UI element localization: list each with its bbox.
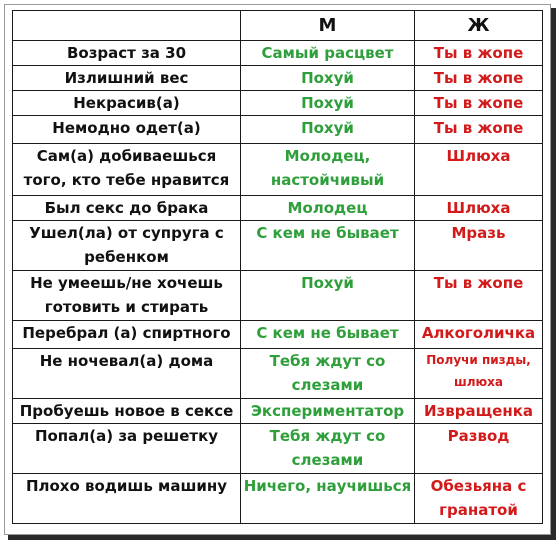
male-verdict: Похуй xyxy=(241,91,415,116)
comparison-table xyxy=(12,10,543,524)
row-label: Ушел(ла) от супруга с ребенком xyxy=(13,221,241,271)
row-label: Возраст за 30 xyxy=(13,41,241,66)
female-verdict: Обезьяна с гранатой xyxy=(415,474,543,524)
header-label-cell xyxy=(13,11,241,41)
table-row xyxy=(13,321,543,349)
row-label: Излишний вес xyxy=(13,66,241,91)
table-row xyxy=(13,116,543,144)
table-row xyxy=(13,144,543,196)
female-verdict: Ты в жопе xyxy=(415,91,543,116)
header-row xyxy=(13,11,543,41)
table-row xyxy=(13,424,543,474)
row-label: Не умеешь/не хочешь готовить и стирать xyxy=(13,271,241,321)
row-label: Перебрал (а) спиртного xyxy=(13,321,241,349)
frame-shadow-bottom xyxy=(8,535,556,540)
male-verdict: Похуй xyxy=(241,271,415,321)
male-verdict: Экспериментатор xyxy=(241,399,415,424)
female-verdict: Алкоголичка xyxy=(415,321,543,349)
female-verdict: Шлюха xyxy=(415,196,543,221)
table-row xyxy=(13,221,543,271)
female-verdict: Ты в жопе xyxy=(415,271,543,321)
male-verdict: Самый расцвет xyxy=(241,41,415,66)
row-label: Плохо водишь машину xyxy=(13,474,241,524)
female-verdict: Ты в жопе xyxy=(415,41,543,66)
male-verdict: Молодец xyxy=(241,196,415,221)
header-m-cell: М xyxy=(241,11,415,41)
table-row xyxy=(13,91,543,116)
row-label: Не ночевал(а) дома xyxy=(13,349,241,399)
male-verdict: Похуй xyxy=(241,116,415,144)
male-verdict: Молодец, настойчивый xyxy=(241,144,415,196)
male-verdict: Ничего, научишься xyxy=(241,474,415,524)
male-verdict: С кем не бывает xyxy=(241,321,415,349)
female-verdict: Шлюха xyxy=(415,144,543,196)
female-verdict: Развод xyxy=(415,424,543,474)
female-verdict: Получи пизды, шлюха xyxy=(415,349,543,399)
table-row xyxy=(13,474,543,524)
male-verdict: Тебя ждут со слезами xyxy=(241,349,415,399)
row-label: Попал(а) за решетку xyxy=(13,424,241,474)
row-label: Некрасив(а) xyxy=(13,91,241,116)
frame-shadow-right xyxy=(551,8,556,538)
male-verdict: Тебя ждут со слезами xyxy=(241,424,415,474)
table-row xyxy=(13,66,543,91)
row-label: Немодно одет(а) xyxy=(13,116,241,144)
row-label: Сам(а) добиваешься того, кто тебе нравится xyxy=(13,144,241,196)
table-row xyxy=(13,349,543,399)
table-row xyxy=(13,271,543,321)
row-label: Пробуешь новое в сексе xyxy=(13,399,241,424)
row-label: Был секс до брака xyxy=(13,196,241,221)
female-verdict: Ты в жопе xyxy=(415,116,543,144)
male-verdict: Похуй xyxy=(241,66,415,91)
female-verdict: Мразь xyxy=(415,221,543,271)
table-row xyxy=(13,41,543,66)
header-f-cell: Ж xyxy=(415,11,543,41)
male-verdict: С кем не бывает xyxy=(241,221,415,271)
female-verdict: Извращенка xyxy=(415,399,543,424)
female-verdict: Ты в жопе xyxy=(415,66,543,91)
table-row xyxy=(13,399,543,424)
table-row xyxy=(13,196,543,221)
